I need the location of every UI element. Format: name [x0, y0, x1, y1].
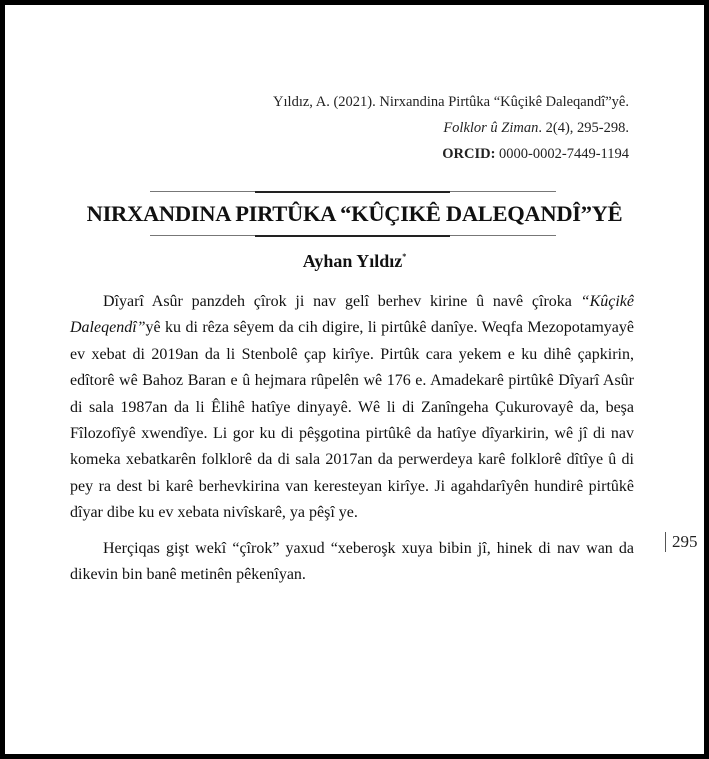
citation-reference: Yıldız, A. (2021). Nirxandina Pirtûka “Kûçikê Daleqandî”yê.	[273, 94, 629, 110]
document-page	[5, 5, 704, 754]
volume-pages: . 2(4), 295-298.	[538, 120, 629, 136]
author-name: Ayhan Yıldız	[302, 251, 403, 271]
page-number-marker	[665, 532, 698, 552]
orcid-line	[273, 141, 629, 167]
author-line	[5, 251, 704, 272]
paragraph-1-text-a: Dîyarî Asûr panzdeh çîrok ji nav gelî berhev kirine û navê çîroka	[103, 293, 581, 310]
title-rule-top-accent	[255, 191, 450, 193]
title-rule-bottom-accent	[255, 235, 450, 237]
title-rule-bottom	[150, 235, 556, 236]
paragraph-1-text-b: yê ku di rêza sêyem da cih digire, li pirtûkê danîye. Weqfa Mezopotamyayê ev xebat di 2019an da li Stenbolê çap kirîye. Pirtûk cara yekem e ku dihê çapkirin, edîtorê wê Bahoz Baran e û hejmara rûpelên wê 176 e. Amadekarê pirtûkê Dîyarî Asûr di sala 1987an da li Êlihê hatîye dinyayê. Wê li di Zanîngeha Çukurovayê da, beşa Fîlozofîyê xwendîye. Li gor ku di pêşgotina pirtûkê da hatîye dîyarkirin, wê jî di nav komeka xebatkarên folklorê da di sala 2017an da perwerdeya karê folklorê dîtîye û di pey ra dest bi karê berhevkirina van keresteyan kirîye. Ji agahdarîyên hundirê pirtûkê dîyar dibe ku ev xebata nivîskarê, ya pêşî ye.	[70, 319, 634, 522]
citation-journal-line	[273, 115, 629, 141]
orcid-label: ORCID:	[442, 146, 496, 162]
page-number-divider	[665, 532, 666, 552]
author-footnote-mark[interactable]: *	[402, 252, 407, 261]
title-rule-top	[150, 191, 556, 192]
paragraph-1	[70, 289, 634, 527]
paragraph-2: Herçiqas gişt wekî “çîrok” yaxud “xeberoşk xuya bibin jî, hinek di nav wan da dikevin bin banê metinên pêkenîyan.	[70, 539, 634, 584]
page-number: 295	[672, 532, 698, 551]
journal-name: Folklor û Ziman	[443, 120, 539, 136]
paragraph-1-italic-title: “Kûçikê Daleqendî”	[70, 293, 634, 337]
article-title: NIRXANDINA PIRTÛKA “KÛÇIKÊ DALEQANDÎ”YÊ	[86, 201, 623, 226]
article-body	[70, 289, 634, 588]
citation-block	[273, 89, 629, 167]
orcid-value[interactable]: 0000-0002-7449-1194	[495, 146, 629, 162]
